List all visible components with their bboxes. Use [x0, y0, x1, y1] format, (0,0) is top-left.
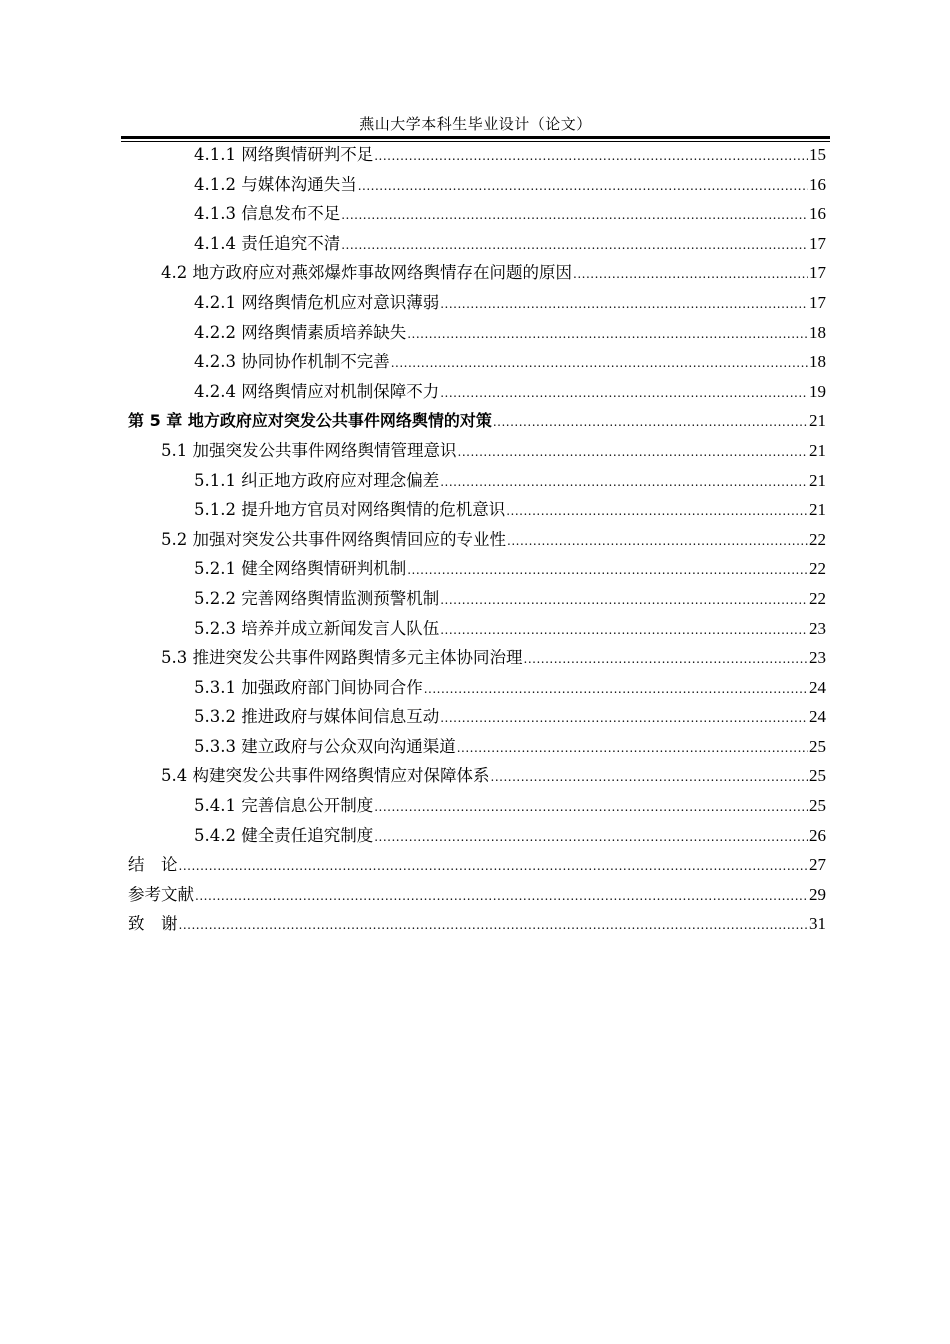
toc-page-number: 16 [809, 174, 826, 194]
toc-entry-4-1-3[interactable] [128, 199, 826, 229]
toc-page-number: 19 [809, 381, 826, 401]
toc-dot-leader [440, 586, 808, 616]
toc-page-number: 26 [809, 825, 826, 845]
page-header-title: 燕山大学本科生毕业设计（论文） [359, 115, 592, 133]
toc-entry-label: 5.3 推进突发公共事件网路舆情多元主体协同治理 [161, 648, 523, 668]
toc-page-number: 21 [809, 470, 826, 490]
toc-entry-references[interactable] [128, 880, 826, 910]
toc-entry-label: 4.1.3 信息发布不足 [194, 204, 341, 224]
toc-dot-leader [341, 201, 808, 231]
toc-page-number: 27 [809, 855, 826, 875]
toc-entry-5-1-2[interactable] [128, 495, 826, 525]
toc-page-number: 29 [809, 884, 826, 904]
toc-entry-label: 5.2 加强对突发公共事件网络舆情回应的专业性 [161, 529, 506, 549]
toc-entry-label: 4.1.2 与媒体沟通失当 [194, 174, 357, 194]
toc-dot-leader [440, 379, 808, 409]
toc-dot-leader [573, 260, 808, 290]
toc-page-number: 22 [809, 529, 826, 549]
toc-entry-4-1-2[interactable] [128, 170, 826, 200]
toc-entry-5-4-1[interactable] [128, 791, 826, 821]
toc-dot-leader [341, 231, 808, 261]
toc-entry-4-2-1[interactable] [128, 288, 826, 318]
toc-page-number: 17 [809, 233, 826, 253]
toc-entry-4-1-4[interactable] [128, 229, 826, 259]
toc-page-number: 21 [809, 500, 826, 520]
toc-entry-4-2-2[interactable] [128, 318, 826, 348]
toc-dot-leader [407, 556, 808, 586]
toc-dot-leader [424, 675, 808, 705]
toc-entry-label: 5.4.1 完善信息公开制度 [194, 796, 374, 816]
toc-entry-label: 5.1.2 提升地方官员对网络舆情的危机意识 [194, 500, 506, 520]
toc-page-number: 24 [809, 677, 826, 697]
toc-entry-5-2[interactable] [128, 525, 826, 555]
toc-page-number: 17 [809, 292, 826, 312]
toc-entry-label: 4.1.4 责任追究不清 [194, 233, 341, 253]
toc-page-number: 25 [809, 736, 826, 756]
toc-page-number: 15 [809, 145, 826, 164]
toc-entry-label: 4.2.4 网络舆情应对机制保障不力 [194, 381, 440, 401]
toc-entry-conclusion[interactable] [128, 850, 826, 880]
toc-entry-label: 5.3.2 推进政府与媒体间信息互动 [194, 707, 440, 727]
toc-page-number: 21 [809, 440, 826, 460]
toc-page-number: 23 [809, 648, 826, 668]
toc-entry-label: 4.2.1 网络舆情危机应对意识薄弱 [194, 292, 440, 312]
toc-entry-5-4[interactable] [128, 761, 826, 791]
toc-entry-chapter-5[interactable] [128, 406, 826, 436]
toc-dot-leader [440, 704, 808, 734]
toc-page-number: 18 [809, 352, 826, 372]
toc-page-number: 25 [809, 766, 826, 786]
toc-dot-leader [491, 763, 809, 793]
toc-entry-label: 5.3.3 建立政府与公众双向沟通渠道 [194, 736, 456, 756]
toc-dot-leader [358, 172, 808, 202]
toc-page-number: 21 [809, 411, 826, 431]
toc-entry-label: 5.2.1 健全网络舆情研判机制 [194, 559, 407, 579]
toc-page-number: 18 [809, 322, 826, 342]
toc-entry-4-2[interactable] [128, 258, 826, 288]
toc-page-number: 24 [809, 707, 826, 727]
toc-entry-label: 5.4.2 健全责任追究制度 [194, 825, 374, 845]
toc-dot-leader [374, 793, 808, 823]
toc-entry-5-1-1[interactable] [128, 466, 826, 496]
toc-dot-leader [374, 142, 808, 172]
toc-entry-5-1[interactable] [128, 436, 826, 466]
toc-entry-label: 5.2.3 培养并成立新闻发言人队伍 [194, 618, 440, 638]
toc-entry-5-2-2[interactable] [128, 584, 826, 614]
toc-page-number: 31 [809, 914, 826, 934]
toc-entry-5-3-2[interactable] [128, 702, 826, 732]
toc-entry-label: 5.1.1 纠正地方政府应对理念偏差 [194, 470, 440, 490]
toc-page-number: 16 [809, 204, 826, 224]
toc-entry-5-3-1[interactable] [128, 673, 826, 703]
toc-entry-5-2-3[interactable] [128, 614, 826, 644]
toc-page-number: 23 [809, 618, 826, 638]
header-rule-thick [121, 136, 830, 139]
toc-entry-5-3-3[interactable] [128, 732, 826, 762]
toc-dot-leader [524, 645, 809, 675]
toc-page-number: 22 [809, 588, 826, 608]
table-of-contents [128, 140, 826, 939]
toc-dot-leader [195, 882, 808, 912]
toc-entry-label: 5.4 构建突发公共事件网络舆情应对保障体系 [161, 766, 490, 786]
toc-dot-leader [493, 408, 808, 438]
toc-entry-label: 5.3.1 加强政府部门间协同合作 [194, 677, 423, 697]
toc-dot-leader [457, 734, 808, 764]
toc-page-number: 17 [809, 263, 826, 283]
toc-entry-label: 致 谢 [128, 914, 178, 934]
toc-dot-leader [440, 468, 808, 498]
toc-dot-leader [374, 823, 808, 853]
toc-dot-leader [407, 320, 808, 350]
toc-entry-label: 5.1 加强突发公共事件网络舆情管理意识 [161, 440, 457, 460]
toc-dot-leader [179, 852, 809, 882]
toc-entry-5-4-2[interactable] [128, 821, 826, 851]
toc-entry-label: 4.2.3 协同协作机制不完善 [194, 352, 390, 372]
toc-dot-leader [391, 349, 808, 379]
toc-entry-label: 5.2.2 完善网络舆情监测预警机制 [194, 588, 440, 608]
toc-page-number: 22 [809, 559, 826, 579]
toc-entry-4-2-3[interactable] [128, 347, 826, 377]
toc-dot-leader [179, 911, 809, 941]
toc-entry-label: 4.1.1 网络舆情研判不足 [194, 145, 374, 164]
toc-dot-leader [440, 616, 808, 646]
toc-page-number: 25 [809, 796, 826, 816]
toc-entry-4-2-4[interactable] [128, 377, 826, 407]
toc-dot-leader [507, 527, 808, 557]
toc-dot-leader [506, 497, 808, 527]
toc-entry-label: 第 5 章 地方政府应对突发公共事件网络舆情的对策 [128, 411, 492, 431]
toc-entry-4-1-1[interactable] [128, 140, 826, 170]
toc-dot-leader [458, 438, 809, 468]
toc-entry-label: 参考文献 [128, 884, 194, 904]
toc-dot-leader [440, 290, 808, 320]
toc-entry-label: 结 论 [128, 855, 178, 875]
toc-entry-5-2-1[interactable] [128, 554, 826, 584]
toc-entry-label: 4.2.2 网络舆情素质培养缺失 [194, 322, 407, 342]
toc-entry-label: 4.2 地方政府应对燕郊爆炸事故网络舆情存在问题的原因 [161, 263, 572, 283]
toc-entry-acknowledgements[interactable] [128, 909, 826, 939]
toc-entry-5-3[interactable] [128, 643, 826, 673]
